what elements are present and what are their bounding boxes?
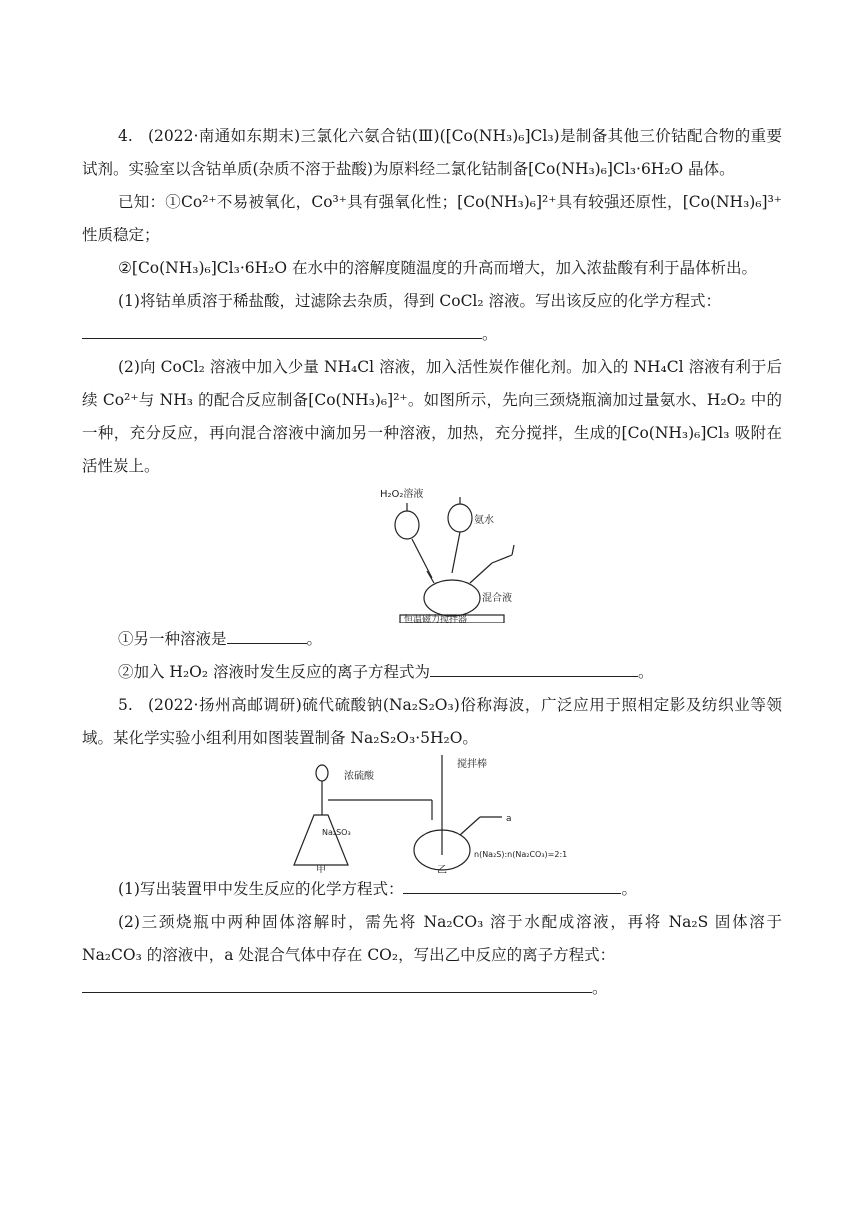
label-h2o2: H₂O₂溶液 [380,489,424,500]
label-mix: 混合液 [482,593,512,604]
q5-part2-answer-line: 。 [82,972,782,1005]
answer-blank[interactable] [227,623,307,644]
q4-part1-answer-line: 。 [82,318,782,351]
label-yi: 乙 [437,865,447,873]
label-a: a [506,814,512,824]
q4-known1: 已知：①Co²⁺不易被氧化，Co³⁺具有强氧化性；[Co(NH₃)₆]²⁺具有较强还原性，[Co(NH₃)₆]³⁺性质稳定； [82,193,782,244]
answer-blank[interactable] [82,972,592,993]
q4-sub1: ①另一种溶液是 。 [82,623,782,656]
q4-part1: (1)将钴单质溶于稀盐酸，过滤除去杂质，得到 CoCl₂ 溶液。写出该反应的化学方程式： [118,292,722,310]
label-stirrer: 恒温磁力搅拌器 [404,615,468,623]
q5-part1: (1)写出装置甲中发生反应的化学方程式： 。 [82,873,782,906]
q4-intro: 4. (2022·南通如东期末)三氯化六氨合钴(Ⅲ)([Co(NH₃)₆]Cl₃)是制备其他三价钴配合物的重要试剂。实验室以含钴单质(杂质不溶于盐酸)为原料经二氯化钴制备[Co(NH₃)₆]Cl₃·6H₂O 晶体。 [82,120,782,186]
q5-apparatus-figure [82,755,782,873]
label-na2so3: Na₂SO₃ [322,828,351,837]
q5-number: 5. [118,696,133,714]
answer-blank[interactable] [430,656,638,677]
q4-known2: ②[Co(NH₃)₆]Cl₃·6H₂O 在水中的溶解度随温度的升高而增大，加入浓盐酸有利于晶体析出。 [118,259,757,277]
q4-sub2: ②加入 H₂O₂ 溶液时发生反应的离子方程式为 。 [82,656,782,689]
q4-number: 4. [118,127,133,145]
q4-part2: (2)向 CoCl₂ 溶液中加入少量 NH₄Cl 溶液，加入活性炭作催化剂。加入的 NH₄Cl 溶液有利于后续 Co²⁺与 NH₃ 的配合反应制备[Co(NH₃)₆]²⁺。如图所示，先向三颈烧瓶滴加过量氨水、H₂O₂ 中的一种，充分反应，再向混合溶液中滴加另一种溶液，加热，充分搅拌，生成的[Co(NH₃)₆]Cl₃ 吸附在活性炭上。 [82,358,782,475]
label-ammonia: 氨水 [474,515,494,526]
q5-intro: 5. (2022·扬州高邮调研)硫代硫酸钠(Na₂S₂O₃)俗称海波，广泛应用于照相定影及纺织业等领域。某化学实验小组利用如图装置制备 Na₂S₂O₃·5H₂O。 [82,689,782,755]
label-acid: 浓硫酸 [344,771,374,782]
answer-blank[interactable] [403,873,621,894]
q5-part2: (2)三颈烧瓶中两种固体溶解时，需先将 Na₂CO₃ 溶于水配成溶液，再将 Na₂S 固体溶于Na₂CO₃ 的溶液中，a 处混合气体中存在 CO₂，写出乙中反应的离子方程式： [82,913,782,964]
q4-apparatus-figure [82,483,782,623]
label-jia: 甲 [316,865,326,873]
label-ratio: n(Na₂S):n(Na₂CO₃)=2:1 [474,850,568,859]
answer-blank[interactable] [82,318,482,339]
label-stir: 搅拌棒 [457,759,487,770]
document-page [82,120,782,1005]
